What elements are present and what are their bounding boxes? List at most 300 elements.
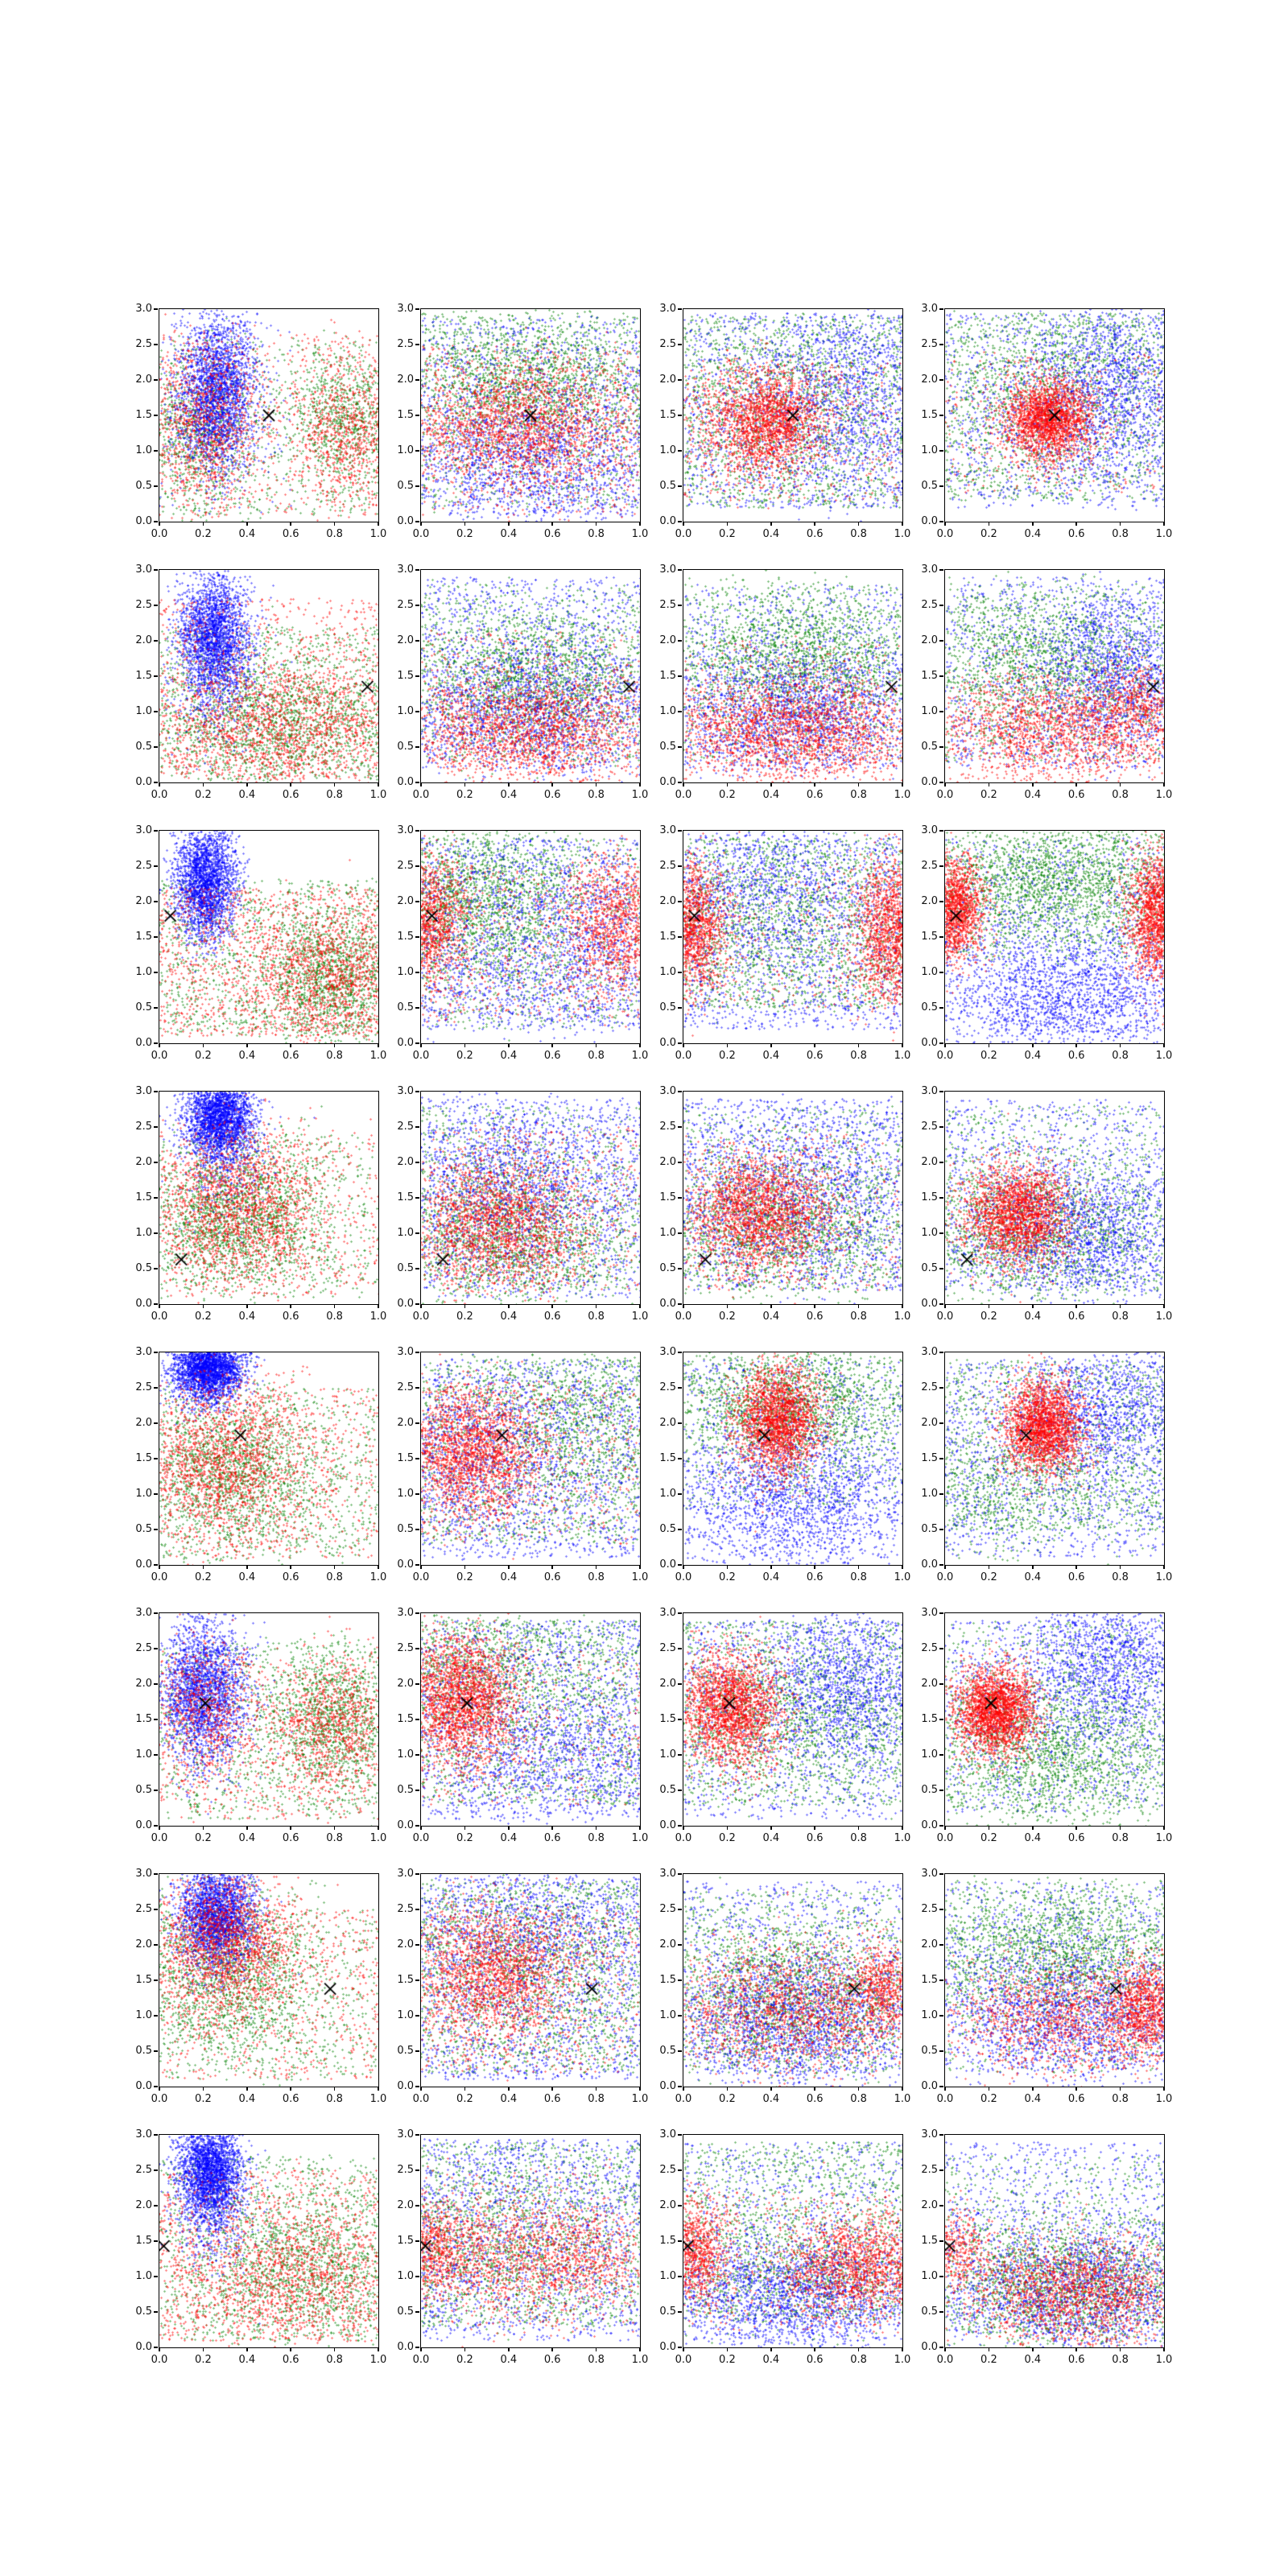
x-tick-label: 0.8 (326, 1571, 343, 1583)
y-tick-mark (154, 711, 158, 712)
x-tick-mark (727, 782, 729, 786)
y-tick-label: 0.5 (135, 1262, 152, 1274)
y-tick-mark (939, 1648, 943, 1649)
y-tick-label: 0.5 (921, 1001, 938, 1013)
y-tick-label: 1.0 (659, 2270, 676, 2282)
y-tick-label: 0.0 (659, 1037, 676, 1049)
x-tick-label: 0.8 (326, 528, 343, 540)
y-tick-mark (678, 2050, 682, 2052)
scatter-panel-r6c4 (921, 1607, 1173, 1844)
x-tick-label: 0.4 (500, 2093, 518, 2105)
y-tick-mark (415, 1352, 419, 1353)
y-tick-mark (678, 782, 682, 783)
y-tick-mark (154, 1422, 158, 1424)
y-tick-label: 0.0 (659, 1298, 676, 1310)
y-tick-mark (939, 746, 943, 748)
x-tick-mark (596, 1043, 597, 1047)
x-tick-label: 0.6 (282, 528, 299, 540)
y-tick-label: 1.0 (921, 1227, 938, 1239)
x-tick-mark (683, 1565, 684, 1569)
x-tick-label: 0.8 (326, 789, 343, 801)
scatter-canvas (945, 1613, 1164, 1826)
x-tick-label: 0.0 (936, 528, 954, 540)
y-tick-mark (939, 1944, 943, 1946)
y-tick-mark (678, 1458, 682, 1459)
x-tick-mark (858, 522, 860, 526)
x-tick-label: 0.2 (456, 1311, 473, 1323)
x-tick-label: 0.2 (980, 1311, 997, 1323)
x-tick-mark (290, 2347, 291, 2351)
scatter-panel-r3c4 (921, 824, 1173, 1062)
x-tick-mark (814, 1826, 815, 1830)
x-tick-label: 1.0 (1155, 1571, 1173, 1583)
y-tick-label: 3.0 (135, 2128, 152, 2140)
y-tick-mark (939, 1979, 943, 1981)
y-tick-mark (415, 1126, 419, 1128)
x-tick-label: 0.4 (500, 1311, 518, 1323)
x-tick-label: 0.4 (1024, 2093, 1042, 2105)
y-tick-mark (678, 1197, 682, 1199)
y-tick-mark (678, 711, 682, 712)
x-tick-label: 0.4 (500, 2354, 518, 2366)
x-tick-label: 0.8 (1112, 1050, 1129, 1062)
x-tick-mark (378, 1565, 379, 1569)
y-tick-mark (939, 1564, 943, 1566)
x-tick-mark (944, 522, 946, 526)
y-tick-label: 1.0 (135, 1748, 152, 1761)
scatter-panel-r2c4 (921, 564, 1173, 801)
y-tick-label: 3.0 (659, 1607, 676, 1619)
x-tick-mark (551, 2347, 553, 2351)
x-tick-label: 0.0 (412, 2093, 430, 2105)
y-tick-mark (154, 2240, 158, 2242)
y-tick-label: 0.0 (397, 1819, 414, 1831)
y-tick-mark (154, 569, 158, 571)
x-tick-mark (551, 1565, 553, 1569)
y-tick-label: 3.0 (397, 1868, 414, 1880)
x-tick-mark (1163, 1826, 1165, 1830)
y-tick-label: 2.0 (135, 2199, 152, 2211)
y-tick-label: 3.0 (921, 564, 938, 576)
x-tick-mark (989, 1565, 990, 1569)
scatter-panel-r7c1 (135, 1868, 387, 2105)
x-tick-label: 0.8 (850, 1311, 867, 1323)
x-tick-label: 0.0 (412, 1571, 430, 1583)
x-tick-label: 0.2 (980, 1050, 997, 1062)
y-tick-mark (415, 450, 419, 452)
scatter-canvas (945, 1874, 1164, 2087)
y-tick-mark (415, 1268, 419, 1269)
x-tick-mark (770, 1043, 772, 1047)
x-tick-mark (683, 1304, 684, 1308)
x-tick-label: 1.0 (631, 528, 649, 540)
y-tick-label: 1.5 (921, 1452, 938, 1464)
y-tick-mark (939, 1007, 943, 1009)
y-tick-mark (678, 1683, 682, 1685)
y-tick-label: 0.0 (921, 1558, 938, 1571)
y-tick-label: 0.0 (397, 1298, 414, 1310)
y-tick-label: 2.5 (659, 599, 676, 611)
x-tick-mark (334, 1565, 336, 1569)
y-tick-label: 0.5 (921, 1523, 938, 1535)
x-tick-label: 0.0 (412, 789, 430, 801)
y-tick-label: 2.5 (659, 1381, 676, 1393)
y-tick-label: 2.5 (135, 1381, 152, 1393)
y-tick-label: 2.0 (397, 2199, 414, 2211)
x-tick-label: 0.8 (850, 2354, 867, 2366)
y-tick-label: 3.0 (397, 2128, 414, 2140)
x-tick-label: 0.0 (412, 528, 430, 540)
y-tick-mark (415, 485, 419, 487)
y-tick-mark (415, 830, 419, 832)
y-tick-label: 1.5 (397, 409, 414, 421)
x-tick-label: 0.0 (151, 2354, 168, 2366)
y-tick-label: 3.0 (659, 303, 676, 315)
y-tick-label: 1.0 (659, 966, 676, 978)
x-tick-label: 0.8 (326, 1050, 343, 1062)
y-tick-label: 3.0 (135, 824, 152, 836)
x-tick-mark (1075, 1565, 1077, 1569)
y-tick-label: 2.0 (135, 1417, 152, 1429)
y-tick-mark (154, 972, 158, 973)
x-tick-mark (902, 1043, 903, 1047)
x-tick-label: 0.2 (195, 1832, 212, 1844)
x-tick-label: 0.0 (151, 528, 168, 540)
y-tick-mark (939, 640, 943, 642)
x-tick-label: 0.4 (762, 1571, 780, 1583)
y-tick-label: 1.0 (397, 1227, 414, 1239)
x-tick-label: 0.6 (1067, 2093, 1085, 2105)
x-tick-label: 0.6 (282, 789, 299, 801)
y-tick-label: 3.0 (135, 303, 152, 315)
y-tick-label: 0.5 (397, 2045, 414, 2057)
y-tick-label: 2.5 (135, 1121, 152, 1133)
y-tick-label: 1.5 (659, 2235, 676, 2247)
y-tick-label: 3.0 (397, 824, 414, 836)
y-tick-label: 2.0 (659, 1156, 676, 1168)
x-tick-label: 0.8 (1112, 1571, 1129, 1583)
x-tick-mark (464, 2347, 466, 2351)
y-tick-mark (154, 640, 158, 642)
y-tick-label: 0.0 (921, 1298, 938, 1310)
y-tick-label: 2.5 (397, 2164, 414, 2176)
y-tick-mark (939, 2311, 943, 2313)
x-tick-mark (334, 1304, 336, 1308)
y-tick-mark (154, 2276, 158, 2277)
y-tick-label: 3.0 (135, 1346, 152, 1358)
y-tick-label: 1.0 (921, 966, 938, 978)
x-tick-label: 0.8 (1112, 2354, 1129, 2366)
x-tick-label: 0.6 (543, 528, 561, 540)
x-tick-label: 0.2 (980, 2354, 997, 2366)
y-tick-mark (415, 1944, 419, 1946)
x-tick-label: 0.4 (500, 1050, 518, 1062)
y-tick-mark (415, 379, 419, 381)
y-tick-mark (678, 2169, 682, 2171)
scatter-canvas (159, 1092, 378, 1304)
y-tick-label: 1.5 (397, 1191, 414, 1203)
y-tick-label: 3.0 (659, 824, 676, 836)
y-tick-mark (939, 1091, 943, 1092)
y-tick-mark (415, 569, 419, 571)
x-tick-label: 0.4 (762, 2093, 780, 2105)
x-tick-label: 0.0 (936, 1050, 954, 1062)
scatter-panel-r7c2 (397, 1868, 649, 2105)
x-tick-mark (420, 1304, 422, 1308)
x-tick-mark (770, 1565, 772, 1569)
y-tick-mark (678, 2240, 682, 2242)
y-tick-label: 2.0 (659, 1417, 676, 1429)
scatter-canvas (421, 1092, 640, 1304)
scatter-canvas (159, 570, 378, 782)
x-tick-label: 0.6 (806, 789, 824, 801)
x-tick-label: 0.0 (675, 1050, 692, 1062)
y-tick-mark (154, 782, 158, 783)
x-tick-mark (683, 522, 684, 526)
x-tick-mark (1163, 522, 1165, 526)
y-tick-mark (939, 1162, 943, 1163)
y-tick-mark (415, 640, 419, 642)
x-tick-mark (639, 1304, 641, 1308)
x-tick-label: 0.4 (762, 1050, 780, 1062)
x-tick-label: 1.0 (1155, 1311, 1173, 1323)
y-tick-mark (939, 1529, 943, 1530)
x-tick-mark (290, 522, 291, 526)
y-tick-mark (154, 379, 158, 381)
y-tick-label: 3.0 (921, 1868, 938, 1880)
scatter-canvas (683, 831, 902, 1043)
x-tick-label: 0.8 (326, 2354, 343, 2366)
x-tick-label: 0.2 (195, 789, 212, 801)
scatter-canvas (421, 309, 640, 522)
y-tick-label: 1.0 (921, 444, 938, 456)
y-tick-label: 1.5 (659, 1974, 676, 1986)
y-tick-mark (939, 1352, 943, 1353)
x-tick-label: 1.0 (894, 1311, 911, 1323)
x-tick-label: 0.0 (412, 1832, 430, 1844)
y-tick-label: 2.0 (397, 634, 414, 646)
y-tick-label: 2.5 (659, 2164, 676, 2176)
y-tick-label: 0.0 (397, 1558, 414, 1571)
y-tick-label: 0.5 (135, 1784, 152, 1796)
x-tick-label: 0.0 (675, 1571, 692, 1583)
x-tick-label: 0.6 (806, 1311, 824, 1323)
y-tick-mark (939, 605, 943, 606)
y-tick-label: 2.5 (921, 1381, 938, 1393)
x-tick-label: 0.8 (850, 789, 867, 801)
x-tick-label: 0.8 (850, 2093, 867, 2105)
y-tick-label: 1.5 (135, 1191, 152, 1203)
x-tick-label: 0.8 (588, 528, 605, 540)
x-tick-label: 0.6 (1067, 1311, 1085, 1323)
y-tick-label: 1.5 (659, 1191, 676, 1203)
y-tick-mark (939, 972, 943, 973)
y-tick-mark (678, 1352, 682, 1353)
y-tick-label: 1.0 (135, 1488, 152, 1500)
x-tick-label: 0.6 (543, 1832, 561, 1844)
x-tick-mark (858, 782, 860, 786)
x-tick-mark (639, 1565, 641, 1569)
y-tick-label: 1.0 (135, 444, 152, 456)
x-tick-mark (378, 522, 379, 526)
y-tick-label: 0.5 (659, 1262, 676, 1274)
y-tick-label: 1.5 (659, 1713, 676, 1725)
x-tick-label: 0.2 (456, 2093, 473, 2105)
x-tick-mark (420, 2347, 422, 2351)
x-tick-mark (203, 1043, 204, 1047)
x-tick-mark (508, 1304, 510, 1308)
y-tick-mark (939, 485, 943, 487)
scatter-panel-r4c1 (135, 1085, 387, 1323)
y-tick-label: 1.5 (921, 2235, 938, 2247)
y-tick-mark (154, 1458, 158, 1459)
x-tick-label: 1.0 (894, 1571, 911, 1583)
scatter-panel-r2c3 (659, 564, 911, 801)
x-tick-mark (902, 782, 903, 786)
scatter-canvas (421, 570, 640, 782)
y-tick-label: 1.0 (397, 2009, 414, 2021)
y-tick-mark (678, 1909, 682, 1910)
x-tick-label: 1.0 (369, 1571, 387, 1583)
x-tick-label: 1.0 (894, 789, 911, 801)
x-tick-label: 0.2 (980, 1571, 997, 1583)
x-tick-label: 0.0 (936, 2354, 954, 2366)
scatter-panel-r8c2 (397, 2128, 649, 2366)
y-tick-mark (678, 2311, 682, 2313)
y-tick-mark (678, 1232, 682, 1234)
y-tick-mark (415, 746, 419, 748)
y-tick-label: 0.5 (397, 480, 414, 492)
x-tick-mark (596, 1304, 597, 1308)
x-tick-mark (944, 2347, 946, 2351)
x-tick-mark (1163, 2087, 1165, 2091)
x-tick-label: 0.0 (412, 1311, 430, 1323)
x-tick-mark (159, 2087, 160, 2091)
x-tick-label: 0.4 (762, 2354, 780, 2366)
x-tick-mark (1075, 2087, 1077, 2091)
x-tick-mark (858, 1043, 860, 1047)
x-tick-label: 0.0 (675, 1311, 692, 1323)
y-tick-label: 0.5 (135, 1001, 152, 1013)
scatter-canvas (945, 1352, 1164, 1565)
y-tick-mark (415, 1091, 419, 1092)
x-tick-mark (596, 2087, 597, 2091)
y-tick-label: 3.0 (135, 1085, 152, 1097)
y-tick-label: 2.0 (921, 1938, 938, 1951)
y-tick-label: 0.0 (135, 2341, 152, 2353)
y-tick-label: 1.0 (135, 966, 152, 978)
y-tick-mark (678, 344, 682, 345)
y-tick-mark (939, 2347, 943, 2348)
y-tick-label: 3.0 (921, 2128, 938, 2140)
scatter-canvas (683, 1613, 902, 1826)
y-tick-mark (939, 1909, 943, 1910)
y-tick-label: 0.5 (397, 741, 414, 753)
y-tick-mark (154, 1754, 158, 1756)
x-tick-mark (814, 1565, 815, 1569)
y-tick-mark (678, 1564, 682, 1566)
y-tick-mark (939, 1232, 943, 1234)
y-tick-mark (939, 344, 943, 345)
y-tick-mark (939, 1458, 943, 1459)
y-tick-label: 0.5 (397, 1523, 414, 1535)
y-tick-mark (154, 2169, 158, 2171)
y-tick-mark (678, 1944, 682, 1946)
x-tick-label: 0.2 (719, 789, 736, 801)
y-tick-mark (154, 936, 158, 938)
x-tick-mark (989, 1304, 990, 1308)
y-tick-label: 0.5 (135, 2045, 152, 2057)
x-tick-mark (246, 782, 248, 786)
x-tick-label: 0.4 (1024, 1050, 1042, 1062)
y-tick-mark (678, 675, 682, 677)
y-tick-label: 1.0 (135, 2009, 152, 2021)
x-tick-label: 0.4 (762, 789, 780, 801)
y-tick-label: 2.0 (921, 1678, 938, 1690)
x-tick-mark (814, 1304, 815, 1308)
x-tick-mark (1032, 2347, 1034, 2351)
y-tick-label: 1.0 (397, 705, 414, 717)
y-tick-mark (415, 1303, 419, 1305)
scatter-panel-r4c4 (921, 1085, 1173, 1323)
x-tick-mark (1075, 1304, 1077, 1308)
x-tick-label: 0.6 (282, 1050, 299, 1062)
y-tick-label: 0.0 (397, 2080, 414, 2092)
x-tick-mark (727, 522, 729, 526)
y-tick-mark (415, 1648, 419, 1649)
y-tick-mark (415, 1873, 419, 1875)
y-tick-label: 2.5 (397, 1903, 414, 1915)
x-tick-label: 0.2 (195, 2093, 212, 2105)
y-tick-label: 3.0 (397, 564, 414, 576)
y-tick-mark (415, 1719, 419, 1720)
scatter-canvas (683, 570, 902, 782)
x-tick-mark (858, 2087, 860, 2091)
scatter-panel-r5c1 (135, 1346, 387, 1583)
y-tick-label: 0.0 (397, 1037, 414, 1049)
x-tick-label: 0.2 (456, 528, 473, 540)
scatter-panel-r1c2 (397, 303, 649, 540)
y-tick-label: 0.0 (659, 1558, 676, 1571)
y-tick-label: 2.0 (659, 1938, 676, 1951)
y-tick-label: 2.0 (921, 1156, 938, 1168)
y-tick-mark (678, 1979, 682, 1981)
y-tick-mark (154, 1042, 158, 1044)
y-tick-mark (678, 521, 682, 522)
x-tick-label: 0.4 (1024, 1311, 1042, 1323)
x-tick-mark (770, 522, 772, 526)
x-tick-mark (639, 2087, 641, 2091)
x-tick-label: 0.0 (675, 789, 692, 801)
x-tick-label: 0.6 (806, 1571, 824, 1583)
x-tick-mark (989, 782, 990, 786)
y-tick-label: 1.0 (659, 2009, 676, 2021)
x-tick-mark (159, 1565, 160, 1569)
x-tick-label: 0.4 (238, 1050, 256, 1062)
x-tick-mark (1120, 1565, 1121, 1569)
y-tick-mark (678, 1126, 682, 1128)
x-tick-label: 0.6 (806, 528, 824, 540)
x-tick-mark (378, 1304, 379, 1308)
y-tick-mark (415, 1612, 419, 1614)
y-tick-label: 1.5 (921, 1713, 938, 1725)
y-tick-mark (939, 1790, 943, 1791)
x-tick-mark (508, 2347, 510, 2351)
x-tick-mark (902, 1565, 903, 1569)
y-tick-label: 0.5 (921, 1784, 938, 1796)
x-tick-label: 0.6 (282, 2354, 299, 2366)
y-tick-label: 1.0 (659, 1748, 676, 1761)
